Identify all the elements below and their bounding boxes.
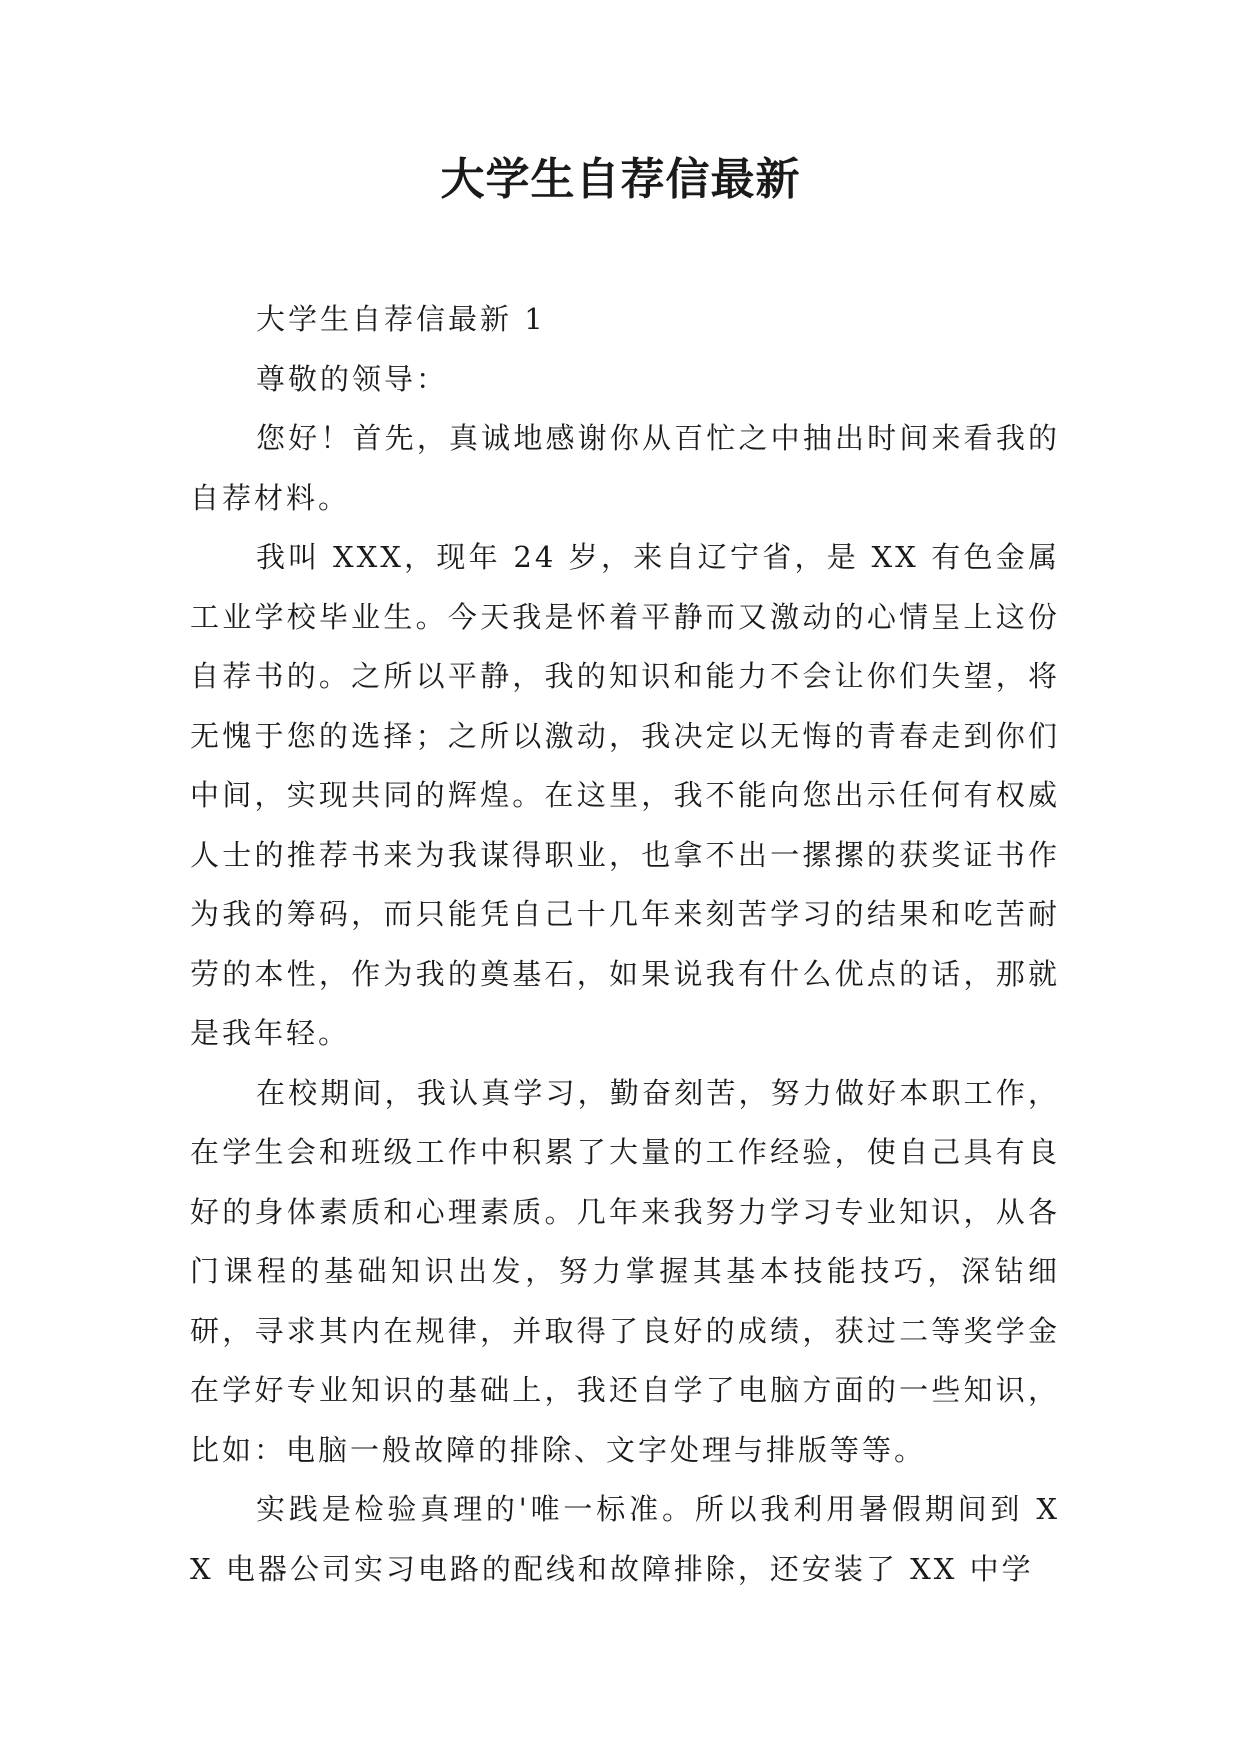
salutation: 尊敬的领导：: [256, 361, 449, 396]
practice-paragraph: 实践是检验真理的'唯一标准。所以我利用暑假期间到 XX 电器公司实习电路的配线和故障排除，还安装了 XX 中学: [190, 1492, 1060, 1586]
introduction-paragraph: 我叫 XXX，现年 24 岁，来自辽宁省，是 XX 有色金属工业学校毕业生。今天我是怀着平静而又激动的心情呈上这份自荐书的。之所以平静，我的知识和能力不会让你们失望，将无愧于您的选择；之所以激动，我决定以无悔的青春走到你们中间，实现共同的辉煌。在这里，我不能向您出示任何有权威人士的推荐书来为我谋得职业，也拿不出一摞摞的获奖证书作为我的筹码，而只能凭自己十几年来刻苦学习的结果和吃苦耐劳的本性，作为我的奠基石，如果说我有什么优点的话，那就是我年轻。: [190, 540, 1060, 1050]
greeting-paragraph: 您好！首先，真诚地感谢你从百忙之中抽出时间来看我的自荐材料。: [190, 421, 1060, 515]
school-period-paragraph: 在校期间，我认真学习，勤奋刻苦，努力做好本职工作，在学生会和班级工作中积累了大量的工作经验，使自己具有良好的身体素质和心理素质。几年来我努力学习专业知识，从各门课程的基础知识出发，努力掌握其基本技能技巧，深钻细研，寻求其内在规律，并取得了良好的成绩，获过二等奖学金在学好专业知识的基础上，我还自学了电脑方面的一些知识，比如：电脑一般故障的排除、文字处理与排版等等。: [190, 1075, 1060, 1467]
letter-heading: 大学生自荐信最新 1: [256, 302, 546, 336]
document-title: 大学生自荐信最新: [440, 154, 801, 205]
document-body: [190, 290, 1060, 1599]
